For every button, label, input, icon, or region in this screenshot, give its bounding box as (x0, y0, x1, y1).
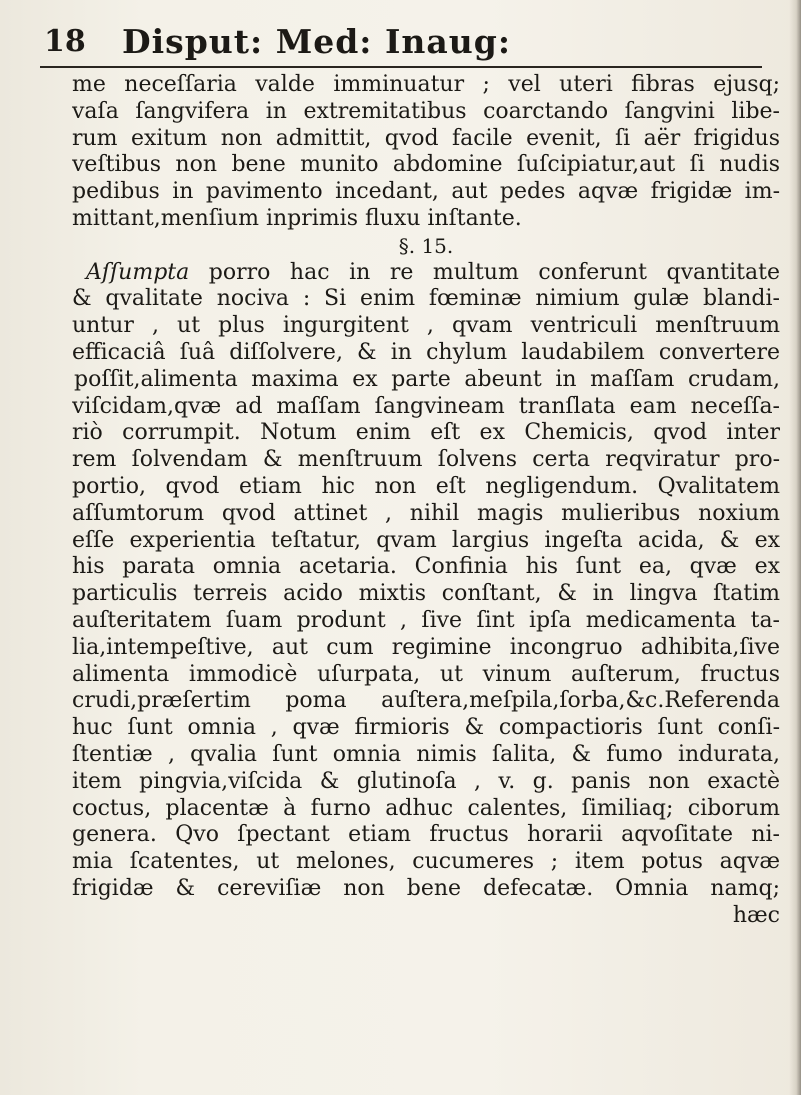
text-line: eſſe experientia teſtatur, qvam largius ingeſta acida, & ex (72, 527, 780, 553)
text-line: rum exitum non admittit, qvod facile evenit, ſi aër frigidus (72, 125, 780, 151)
emphasized-word: Aſſumpta (86, 259, 190, 285)
text-line: mittant,menſium inprimis fluxu inſtante. (72, 205, 522, 231)
page-edge-shadow (789, 0, 801, 1095)
text-line: veſtibus non bene munito abdomine ſuſcipiatur,aut ſi nudis (72, 152, 780, 178)
text-line: his parata omnia acetaria. Confinia his ſunt ea, qvæ ex (72, 554, 780, 580)
text-line: item pingvia,viſcida & glutinoſa , v. g. panis non exactè (72, 768, 780, 794)
text-line: lia,intempeſtive, aut cum regimine incongruo adhibita,ſive (72, 634, 780, 660)
text-line: ſtentiæ , qvalia ſunt omnia nimis ſalita, & fumo indurata, (72, 741, 780, 767)
text-line: me neceſſaria valde imminuatur ; vel uteri fibras ejusq; (72, 72, 780, 97)
text-line: viſcidam,qvæ ad maſſam ſangvineam tranſlata eam neceſſa- (72, 393, 780, 419)
body-text (72, 72, 780, 930)
text-line: aſſumtorum qvod attinet , nihil magis mulieribus noxium (72, 500, 780, 526)
text-line: pedibus in pavimento incedant, aut pedes aqvæ frigidæ im- (72, 179, 780, 205)
text-line: efficaciâ ſuâ diſſolvere, & in chylum laudabilem convertere (72, 339, 780, 365)
text-line: genera. Qvo ſpectant etiam fructus horarii aqvoſitate ni- (72, 822, 780, 848)
text-line: crudi,præſertim poma auſtera,meſpila,ſorba,&c.Referenda (72, 688, 780, 714)
text-line: rem ſolvendam & menſtruum ſolvens certa reqviratur pro- (72, 447, 780, 473)
line-remainder: porro hac in re multum conferunt qvantitate (189, 259, 780, 285)
text-line-with-emphasis (72, 260, 780, 287)
section-number: §. 15. (398, 233, 454, 258)
text-line: vaſa ſangvifera in extremitatibus coarctando ſangvini libe- (72, 98, 780, 124)
running-head: Disput: Med: Inaug: (122, 22, 512, 61)
page-header (44, 22, 764, 72)
text-line: poſſit,alimenta maxima ex parte abeunt in maſſam crudam, (74, 366, 780, 392)
text-line: frigidæ & cereviſiæ non bene defecatæ. Omnia namq; (72, 875, 780, 901)
text-line: auſteritatem ſuam produnt , ſive ſint ipſa medicamenta ta- (72, 607, 780, 633)
text-line: particulis terreis acido mixtis conſtant, & in lingva ſtatim (72, 581, 780, 607)
text-line: riò corrumpit. Notum enim eſt ex Chemicis, qvod inter (72, 420, 780, 446)
text-line: coctus, placentæ à furno adhuc calentes, ſimiliaq; ciborum (72, 795, 780, 821)
text-line: portio, qvod etiam hic non eſt negligendum. Qvalitatem (72, 473, 780, 499)
text-line: mia ſcatentes, ut melones, cucumeres ; item potus aqvæ (72, 849, 780, 875)
text-line: untur , ut plus ingurgitent , qvam ventriculi menſtruum (72, 313, 780, 339)
text-line: & qvalitate nociva : Si enim fœminæ nimium gulæ blandi- (72, 286, 780, 312)
text-line: huc ſunt omnia , qvæ firmioris & compactioris ſunt conſi- (72, 715, 780, 741)
catchword: hæc (732, 902, 780, 928)
header-rule (40, 66, 762, 68)
text-line: alimenta immodicè uſurpata, ut vinum auſterum, fructus (72, 661, 780, 687)
page-number: 18 (44, 24, 86, 59)
